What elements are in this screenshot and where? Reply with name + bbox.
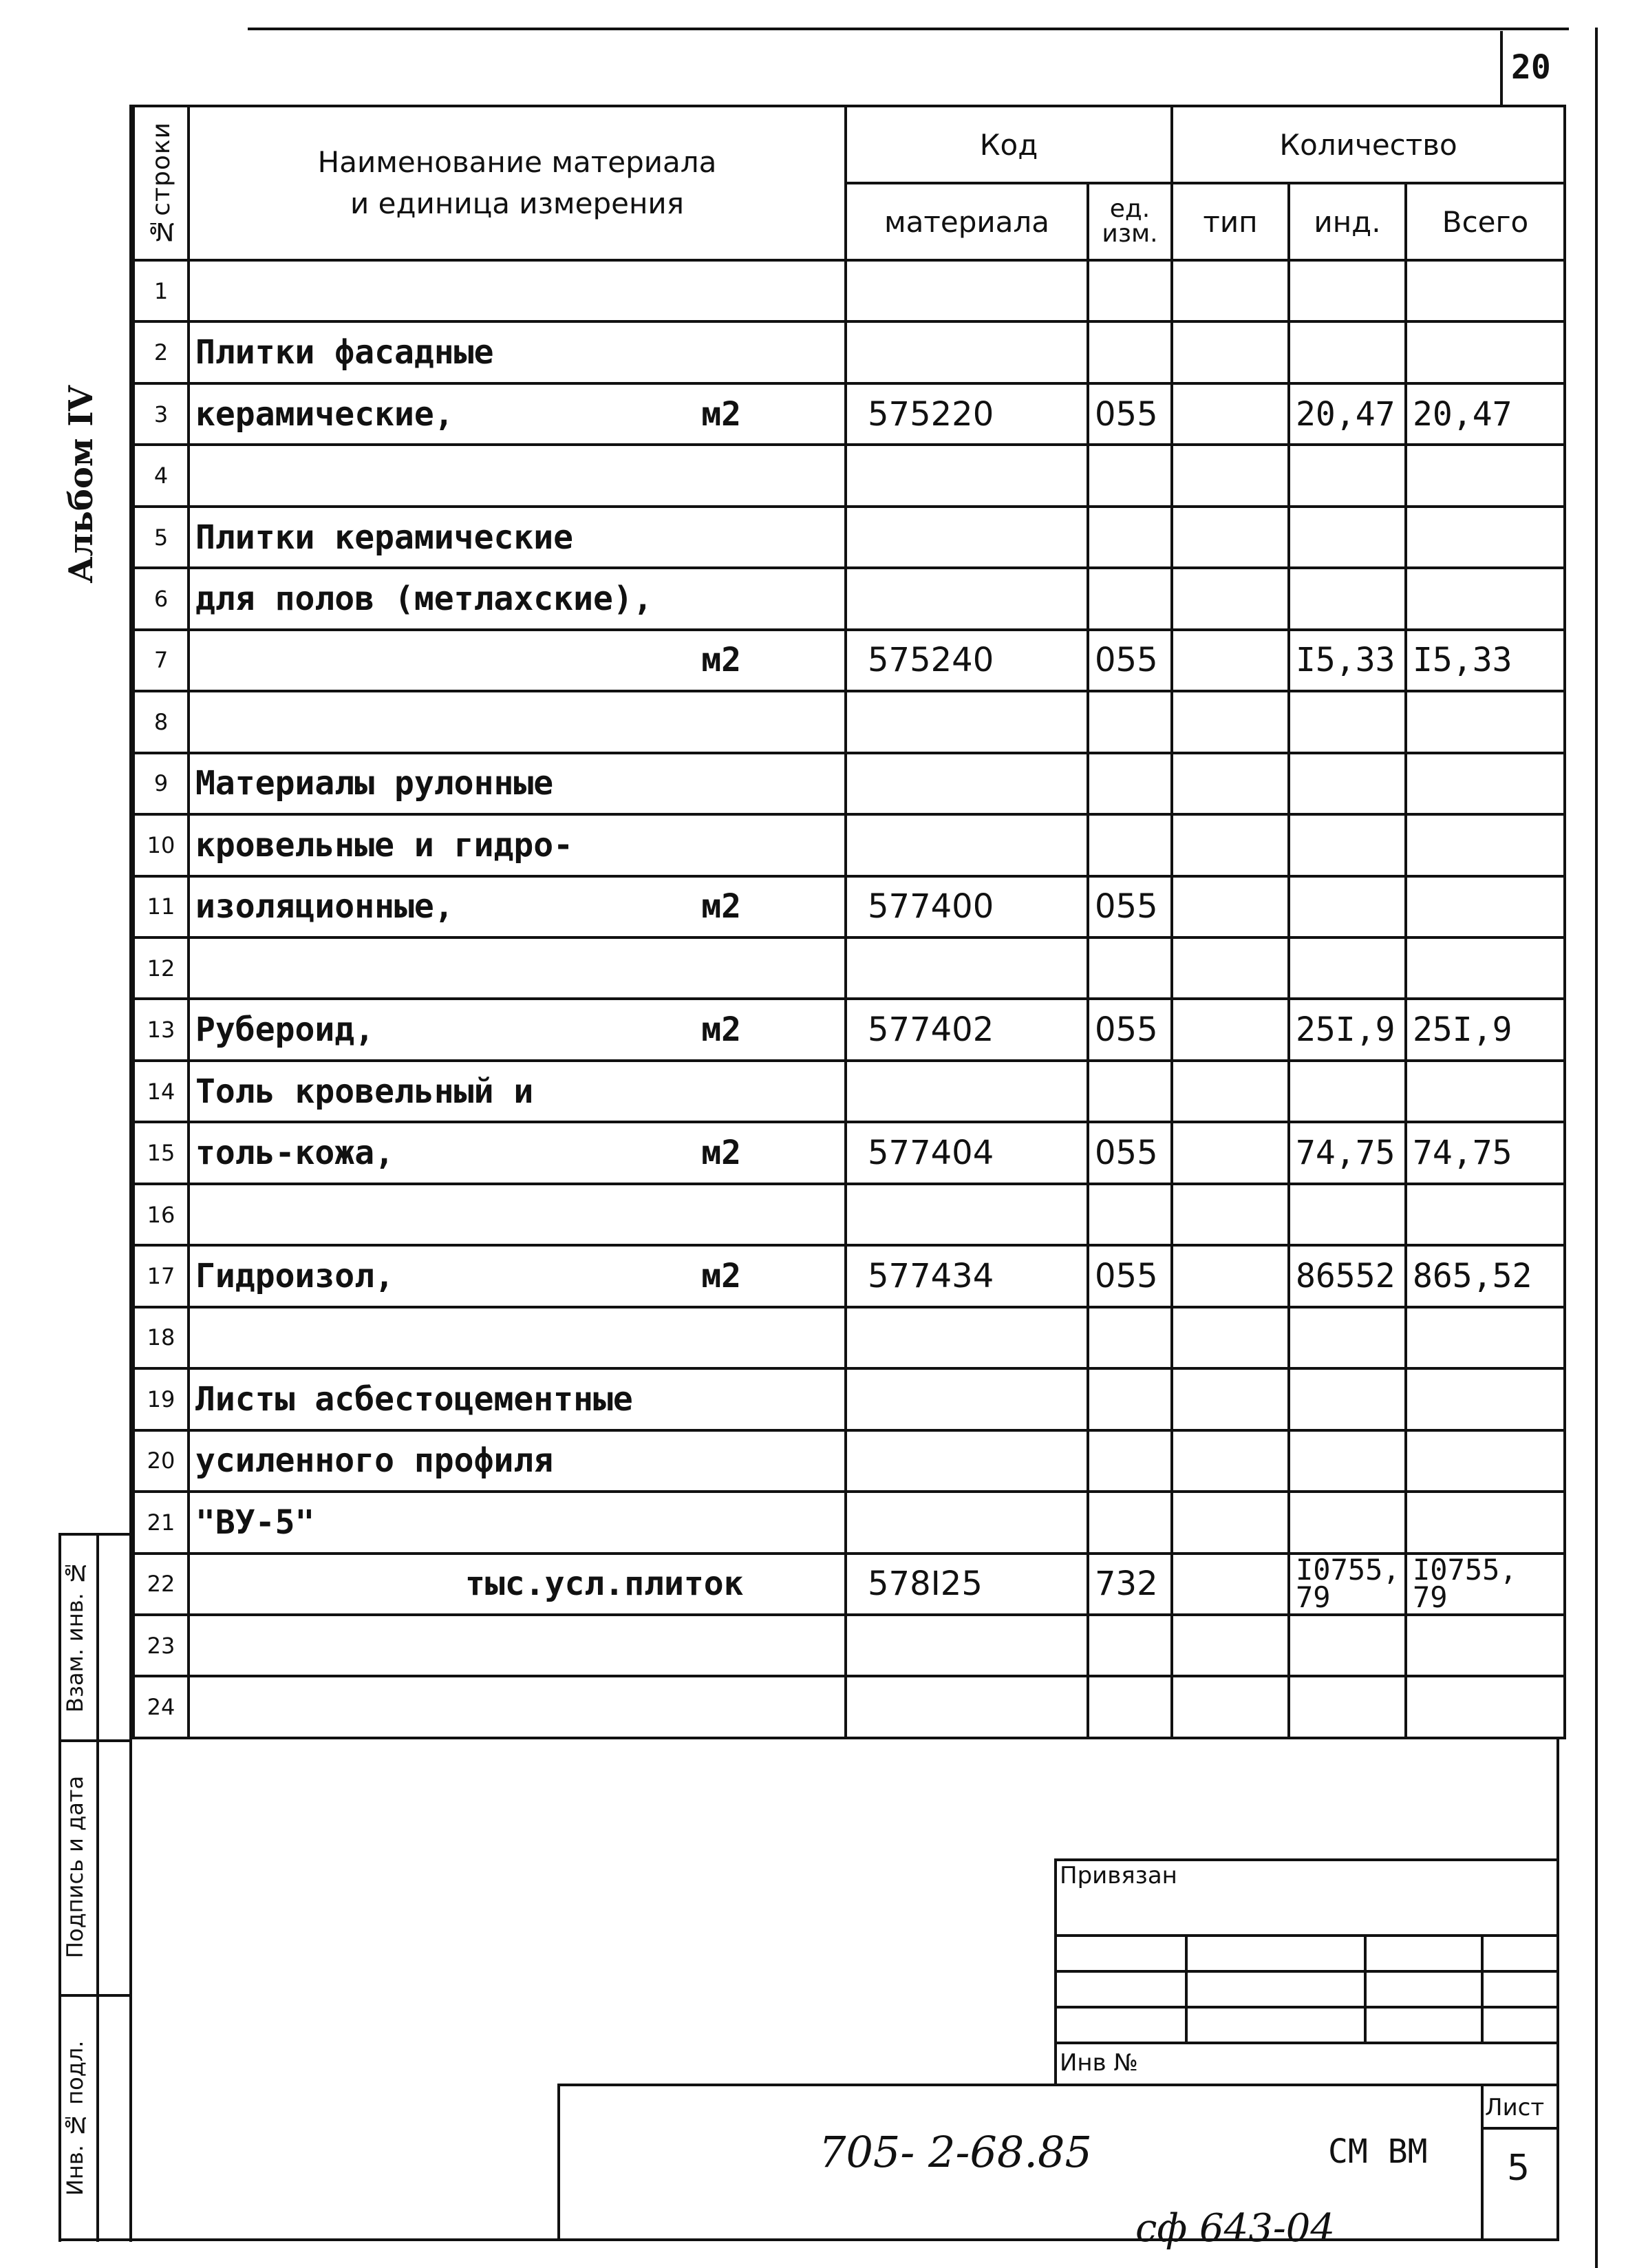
qty-type	[1172, 1122, 1289, 1183]
stamp-attached-top	[1054, 1858, 1557, 1861]
material-code	[846, 568, 1088, 629]
material-name-text: для полов (метлахские),	[195, 579, 653, 618]
qty-ind	[1289, 937, 1406, 999]
material-name	[189, 1492, 846, 1553]
material-code: 575220	[846, 383, 1088, 445]
material-name-text: Листы асбестоцементные	[195, 1379, 633, 1419]
unit-code	[1088, 507, 1172, 568]
qty-type	[1172, 1368, 1289, 1430]
qty-ind: 86552	[1289, 1245, 1406, 1306]
material-code	[846, 1492, 1088, 1553]
qty-total	[1406, 814, 1565, 876]
material-name	[189, 876, 846, 937]
unit-code	[1088, 1368, 1172, 1430]
unit-code: 055	[1088, 1122, 1172, 1183]
table-row	[133, 260, 1565, 321]
table-row	[133, 1061, 1565, 1122]
qty-ind	[1289, 691, 1406, 752]
stamp-sheet-divider	[1481, 2127, 1557, 2130]
qty-ind	[1289, 1615, 1406, 1676]
material-name	[189, 1430, 846, 1492]
material-unit: м2	[701, 394, 741, 434]
material-name	[189, 568, 846, 629]
unit-code	[1088, 1492, 1172, 1553]
material-name	[189, 753, 846, 814]
margin-replace-inv: Взам. инв. №	[62, 1560, 88, 1713]
row-number: 11	[133, 876, 189, 937]
header-name: Наименование материала и единица измерения	[189, 106, 846, 260]
material-code	[846, 1184, 1088, 1245]
material-name	[189, 1368, 846, 1430]
unit-code	[1088, 1184, 1172, 1245]
row-number: 5	[133, 507, 189, 568]
material-name	[189, 691, 846, 752]
qty-type	[1172, 1554, 1289, 1615]
qty-ind	[1289, 507, 1406, 568]
unit-code	[1088, 1615, 1172, 1676]
row-number: 6	[133, 568, 189, 629]
qty-ind: 20,47	[1289, 383, 1406, 445]
qty-ind	[1289, 876, 1406, 937]
unit-code: 055	[1088, 1245, 1172, 1306]
qty-type	[1172, 937, 1289, 999]
table-row	[133, 1554, 1565, 1615]
qty-type	[1172, 445, 1289, 506]
row-number: 14	[133, 1061, 189, 1122]
stamp-attached-row4	[1054, 2042, 1557, 2044]
material-code: 577402	[846, 999, 1088, 1060]
material-name-text: Плитки керамические	[195, 518, 574, 557]
material-name	[189, 445, 846, 506]
row-number: 21	[133, 1492, 189, 1553]
material-name	[189, 937, 846, 999]
qty-ind	[1289, 260, 1406, 321]
unit-code	[1088, 814, 1172, 876]
row-number: 12	[133, 937, 189, 999]
material-name	[189, 321, 846, 383]
material-unit: м2	[701, 1134, 741, 1173]
stamp-sheet-number: 5	[1507, 2148, 1530, 2189]
margin-stamp-div2	[58, 1994, 132, 1997]
margin-stamp-top	[58, 1533, 132, 1536]
material-name-text: усиленного профиля	[195, 1441, 554, 1481]
table-row	[133, 1615, 1565, 1676]
table-row	[133, 321, 1565, 383]
stamp-attached-label: Привязан	[1060, 1862, 1177, 1889]
material-name	[189, 1061, 846, 1122]
material-name	[189, 999, 846, 1060]
unit-code: 055	[1088, 383, 1172, 445]
right-border	[1595, 28, 1598, 2268]
row-number: 10	[133, 814, 189, 876]
stamp-attached-col1	[1185, 1934, 1188, 2042]
stamp-attached-col3	[1481, 1934, 1484, 2042]
material-code	[846, 691, 1088, 752]
qty-total: 20,47	[1406, 383, 1565, 445]
qty-total	[1406, 445, 1565, 506]
qty-ind: 74,75	[1289, 1122, 1406, 1183]
table-row	[133, 937, 1565, 999]
material-name-text: Толь кровельный и	[195, 1072, 534, 1111]
unit-code	[1088, 1430, 1172, 1492]
qty-total	[1406, 507, 1565, 568]
material-name-text: изоляционные,	[195, 887, 454, 926]
row-number: 8	[133, 691, 189, 752]
header-qty-type: тип	[1172, 183, 1289, 260]
material-unit: м2	[701, 1256, 741, 1295]
material-code	[846, 260, 1088, 321]
qty-total: I0755, 79	[1406, 1554, 1565, 1615]
material-code	[846, 1430, 1088, 1492]
qty-type	[1172, 507, 1289, 568]
qty-total	[1406, 568, 1565, 629]
table-row	[133, 507, 1565, 568]
unit-code	[1088, 1676, 1172, 1738]
qty-total	[1406, 1615, 1565, 1676]
top-rule	[248, 28, 1569, 30]
qty-total	[1406, 753, 1565, 814]
qty-type	[1172, 1184, 1289, 1245]
table-row	[133, 753, 1565, 814]
qty-ind: 25I,9	[1289, 999, 1406, 1060]
qty-type	[1172, 1492, 1289, 1553]
qty-total: 865,52	[1406, 1245, 1565, 1306]
qty-type	[1172, 876, 1289, 937]
material-name	[189, 1245, 846, 1306]
unit-code: 055	[1088, 876, 1172, 937]
row-number: 19	[133, 1368, 189, 1430]
qty-total	[1406, 937, 1565, 999]
qty-total	[1406, 1184, 1565, 1245]
unit-code: 732	[1088, 1554, 1172, 1615]
table-row	[133, 1492, 1565, 1553]
qty-ind	[1289, 1061, 1406, 1122]
qty-ind	[1289, 321, 1406, 383]
qty-total	[1406, 1368, 1565, 1430]
unit-code	[1088, 1307, 1172, 1368]
material-name	[189, 260, 846, 321]
table-row	[133, 999, 1565, 1060]
header-code-unit: ед. изм.	[1088, 183, 1172, 260]
table-row	[133, 876, 1565, 937]
margin-stamp-left-line	[58, 1533, 61, 2242]
qty-ind: I0755, 79	[1289, 1554, 1406, 1615]
qty-type	[1172, 814, 1289, 876]
material-unit: м2	[701, 1010, 741, 1050]
unit-code	[1088, 445, 1172, 506]
stamp-sheet-left	[1481, 2084, 1484, 2240]
material-code	[846, 321, 1088, 383]
material-code	[846, 1615, 1088, 1676]
table-row	[133, 691, 1565, 752]
stamp-doc-number: 705- 2-68.85	[819, 2127, 1092, 2177]
row-number: 9	[133, 753, 189, 814]
qty-total	[1406, 1307, 1565, 1368]
row-number: 22	[133, 1554, 189, 1615]
material-name-text: керамические,	[195, 394, 454, 434]
handwritten-note: сф 643-04	[1135, 2206, 1336, 2251]
material-name	[189, 383, 846, 445]
qty-ind	[1289, 1430, 1406, 1492]
qty-ind	[1289, 1307, 1406, 1368]
qty-type	[1172, 321, 1289, 383]
unit-code	[1088, 937, 1172, 999]
row-number: 15	[133, 1122, 189, 1183]
qty-total	[1406, 876, 1565, 937]
table-row	[133, 1676, 1565, 1738]
header-qty-ind: инд.	[1289, 183, 1406, 260]
header-code-group: Код	[846, 106, 1172, 183]
qty-type	[1172, 1615, 1289, 1676]
stamp-sheet-label: Лист	[1485, 2094, 1545, 2121]
material-code	[846, 1061, 1088, 1122]
qty-type	[1172, 1245, 1289, 1306]
qty-ind: I5,33	[1289, 630, 1406, 691]
qty-total	[1406, 1061, 1565, 1122]
material-name-text: Гидроизол,	[195, 1256, 394, 1295]
table-row	[133, 383, 1565, 445]
qty-total: 25I,9	[1406, 999, 1565, 1060]
unit-code	[1088, 260, 1172, 321]
unit-code	[1088, 568, 1172, 629]
material-code	[846, 1307, 1088, 1368]
material-name	[189, 1676, 846, 1738]
row-number: 4	[133, 445, 189, 506]
material-name	[189, 630, 846, 691]
row-number: 7	[133, 630, 189, 691]
row-number: 20	[133, 1430, 189, 1492]
unit-code: 055	[1088, 630, 1172, 691]
material-unit: м2	[701, 887, 741, 926]
header-qty-total: Всего	[1406, 183, 1565, 260]
unit-code	[1088, 753, 1172, 814]
table-row	[133, 445, 1565, 506]
stamp-attached-col2	[1364, 1934, 1367, 2042]
material-name-text: кровельные и гидро-	[195, 825, 574, 865]
margin-stamp-inner-line	[96, 1533, 99, 2242]
qty-total	[1406, 691, 1565, 752]
qty-total	[1406, 321, 1565, 383]
row-number: 16	[133, 1184, 189, 1245]
margin-stamp-right-line	[129, 1533, 132, 2242]
qty-total: 74,75	[1406, 1122, 1565, 1183]
material-code	[846, 1676, 1088, 1738]
unit-code	[1088, 321, 1172, 383]
qty-type	[1172, 630, 1289, 691]
qty-ind	[1289, 1184, 1406, 1245]
qty-ind	[1289, 814, 1406, 876]
qty-total	[1406, 1676, 1565, 1738]
table-row	[133, 1368, 1565, 1430]
table-row	[133, 1122, 1565, 1183]
material-code: 575240	[846, 630, 1088, 691]
right-inner-border	[1557, 1739, 1559, 2241]
qty-type	[1172, 260, 1289, 321]
material-name-text: "ВУ-5"	[195, 1503, 315, 1542]
qty-type	[1172, 1307, 1289, 1368]
table-row	[133, 1245, 1565, 1306]
qty-type	[1172, 1061, 1289, 1122]
row-number: 23	[133, 1615, 189, 1676]
qty-total	[1406, 260, 1565, 321]
material-code	[846, 937, 1088, 999]
material-code: 578I25	[846, 1554, 1088, 1615]
qty-ind	[1289, 445, 1406, 506]
table-row	[133, 1184, 1565, 1245]
row-number: 18	[133, 1307, 189, 1368]
material-name-text: Материалы рулонные	[195, 764, 554, 803]
qty-ind	[1289, 753, 1406, 814]
page-number-box-left	[1500, 31, 1503, 107]
unit-code	[1088, 1061, 1172, 1122]
material-name	[189, 1554, 846, 1615]
row-number: 2	[133, 321, 189, 383]
material-code	[846, 753, 1088, 814]
material-code	[846, 507, 1088, 568]
qty-type	[1172, 1676, 1289, 1738]
stamp-title-left	[557, 2084, 560, 2240]
row-number: 24	[133, 1676, 189, 1738]
margin-stamp-div1	[58, 1739, 132, 1742]
qty-total	[1406, 1430, 1565, 1492]
qty-ind	[1289, 568, 1406, 629]
qty-ind	[1289, 1492, 1406, 1553]
header-code-material: материала	[846, 183, 1088, 260]
material-name-text: Плитки фасадные	[195, 333, 494, 372]
material-name	[189, 1615, 846, 1676]
material-name	[189, 507, 846, 568]
qty-total: I5,33	[1406, 630, 1565, 691]
page-number: 20	[1511, 48, 1551, 87]
table-row	[133, 1430, 1565, 1492]
header-qty-group: Количество	[1172, 106, 1565, 183]
material-code	[846, 814, 1088, 876]
album-label: Альбом IV	[62, 385, 100, 584]
qty-ind	[1289, 1676, 1406, 1738]
table-row	[133, 568, 1565, 629]
qty-type	[1172, 383, 1289, 445]
table-row	[133, 814, 1565, 876]
header-rowno: №строки	[133, 106, 189, 260]
qty-type	[1172, 568, 1289, 629]
row-number: 17	[133, 1245, 189, 1306]
material-code: 577434	[846, 1245, 1088, 1306]
qty-type	[1172, 691, 1289, 752]
material-name	[189, 1184, 846, 1245]
qty-ind	[1289, 1368, 1406, 1430]
material-name	[189, 1122, 846, 1183]
table-row	[133, 1307, 1565, 1368]
material-name	[189, 1307, 846, 1368]
material-name-text: толь-кожа,	[195, 1134, 394, 1173]
materials-table	[132, 105, 1566, 1739]
material-code	[846, 1368, 1088, 1430]
qty-type	[1172, 999, 1289, 1060]
stamp-title-top	[557, 2084, 1557, 2086]
material-code: 577400	[846, 876, 1088, 937]
material-code	[846, 445, 1088, 506]
row-number: 1	[133, 260, 189, 321]
material-name-text: Рубероид,	[195, 1010, 375, 1050]
material-name	[189, 814, 846, 876]
qty-total	[1406, 1492, 1565, 1553]
material-unit: м2	[701, 641, 741, 680]
unit-code: 055	[1088, 999, 1172, 1060]
stamp-inv-no-label: Инв №	[1060, 2049, 1138, 2077]
stamp-doc-code: СМ ВМ	[1328, 2132, 1428, 2171]
material-code: 577404	[846, 1122, 1088, 1183]
table-row	[133, 630, 1565, 691]
margin-inv-orig: Инв. № подл.	[62, 2040, 88, 2196]
row-number: 13	[133, 999, 189, 1060]
qty-type	[1172, 753, 1289, 814]
qty-type	[1172, 1430, 1289, 1492]
material-name-text: тыс.усл.плиток	[465, 1565, 744, 1604]
unit-code	[1088, 691, 1172, 752]
row-number: 3	[133, 383, 189, 445]
margin-signature-date: Подпись и дата	[62, 1775, 88, 1959]
